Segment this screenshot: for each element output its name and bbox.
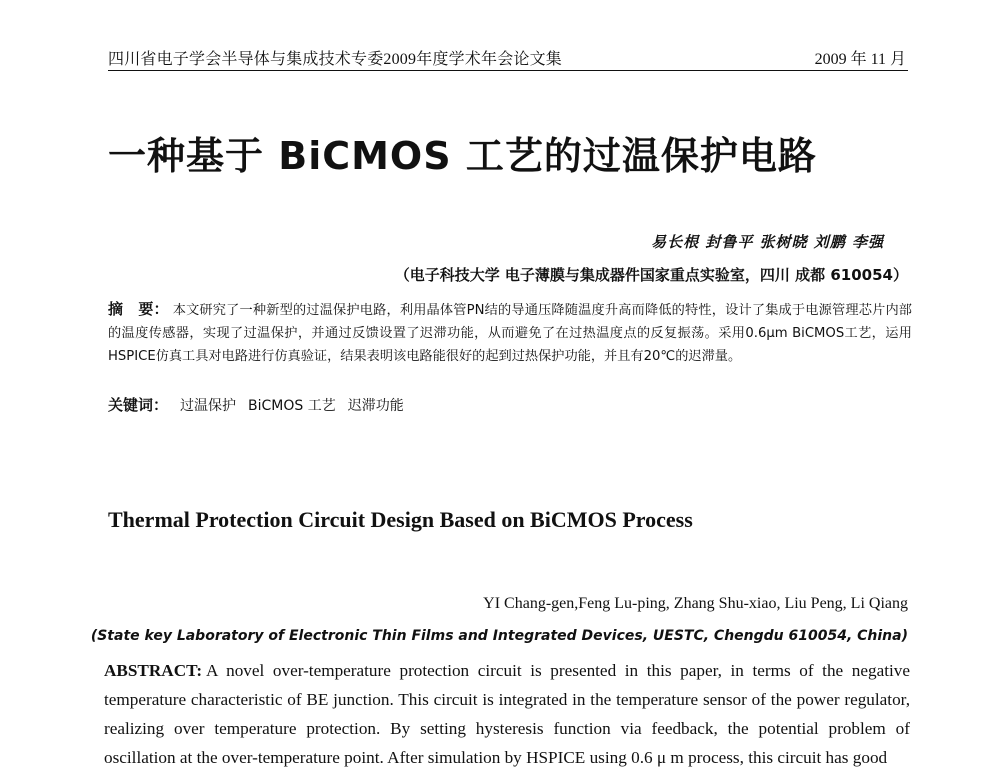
english-title: Thermal Protection Circuit Design Based on BiCMOS Process [108,507,693,532]
keyword-3: 迟滞功能 [347,398,404,414]
english-abstract-label: ABSTRACT: [104,661,203,680]
keyword-1: 过温保护 [180,398,237,414]
english-abstract-text: A novel over-temperature protection circuit is presented in this paper, in terms of the negative temperature characteristic of BE junction. This circuit is integrated in the temperature sensor of the power regulator, realizing over temperature protection. By setting hysteresis function via feedback, the potential problem of oscillation at the over-temperature point. After simulation by HSPICE using 0.6 μ m process, this circuit has good [104,661,910,767]
chinese-keywords-label: 关键词： [108,396,169,414]
running-header [108,40,908,71]
english-affiliation: (State key Laboratory of Electronic Thin Films and Integrated Devices, UESTC, Chengdu 610054, China) [90,628,908,644]
english-abstract [104,656,910,772]
publication-date: 2009 年 11 月 [814,51,906,68]
english-authors: YI Chang-gen,Feng Lu-ping, Zhang Shu-xiao, Liu Peng, Li Qiang [483,595,908,612]
proceedings-title: 四川省电子学会半导体与集成技术专委2009年度学术年会论文集 [108,51,563,68]
chinese-keywords [108,394,404,415]
chinese-abstract [108,298,912,368]
keyword-2: BiCMOS 工艺 [248,398,336,414]
chinese-title: 一种基于 BiCMOS 工艺的过温保护电路 [108,134,817,178]
chinese-affiliation: （电子科技大学 电子薄膜与集成器件国家重点实验室，四川 成都 610054） [394,266,908,284]
chinese-authors: 易长根 封鲁平 张树晓 刘鹏 李强 [651,233,884,251]
chinese-abstract-text: 本文研究了一种新型的过温保护电路，利用晶体管PN结的导通压降随温度升高而降低的特性，设计了集成于电源管理芯片内部的温度传感器，实现了过温保护，并通过反馈设置了迟滞功能，从而避免了在过热温度点的反复振荡。采用0.6μm BiCMOS工艺，运用HSPICE仿真工具对电路进行仿真验证，结果表明该电路能很好的起到过热保护功能，并且有20℃的迟滞量。 [108,303,912,364]
chinese-abstract-label: 摘 要： [108,300,169,318]
